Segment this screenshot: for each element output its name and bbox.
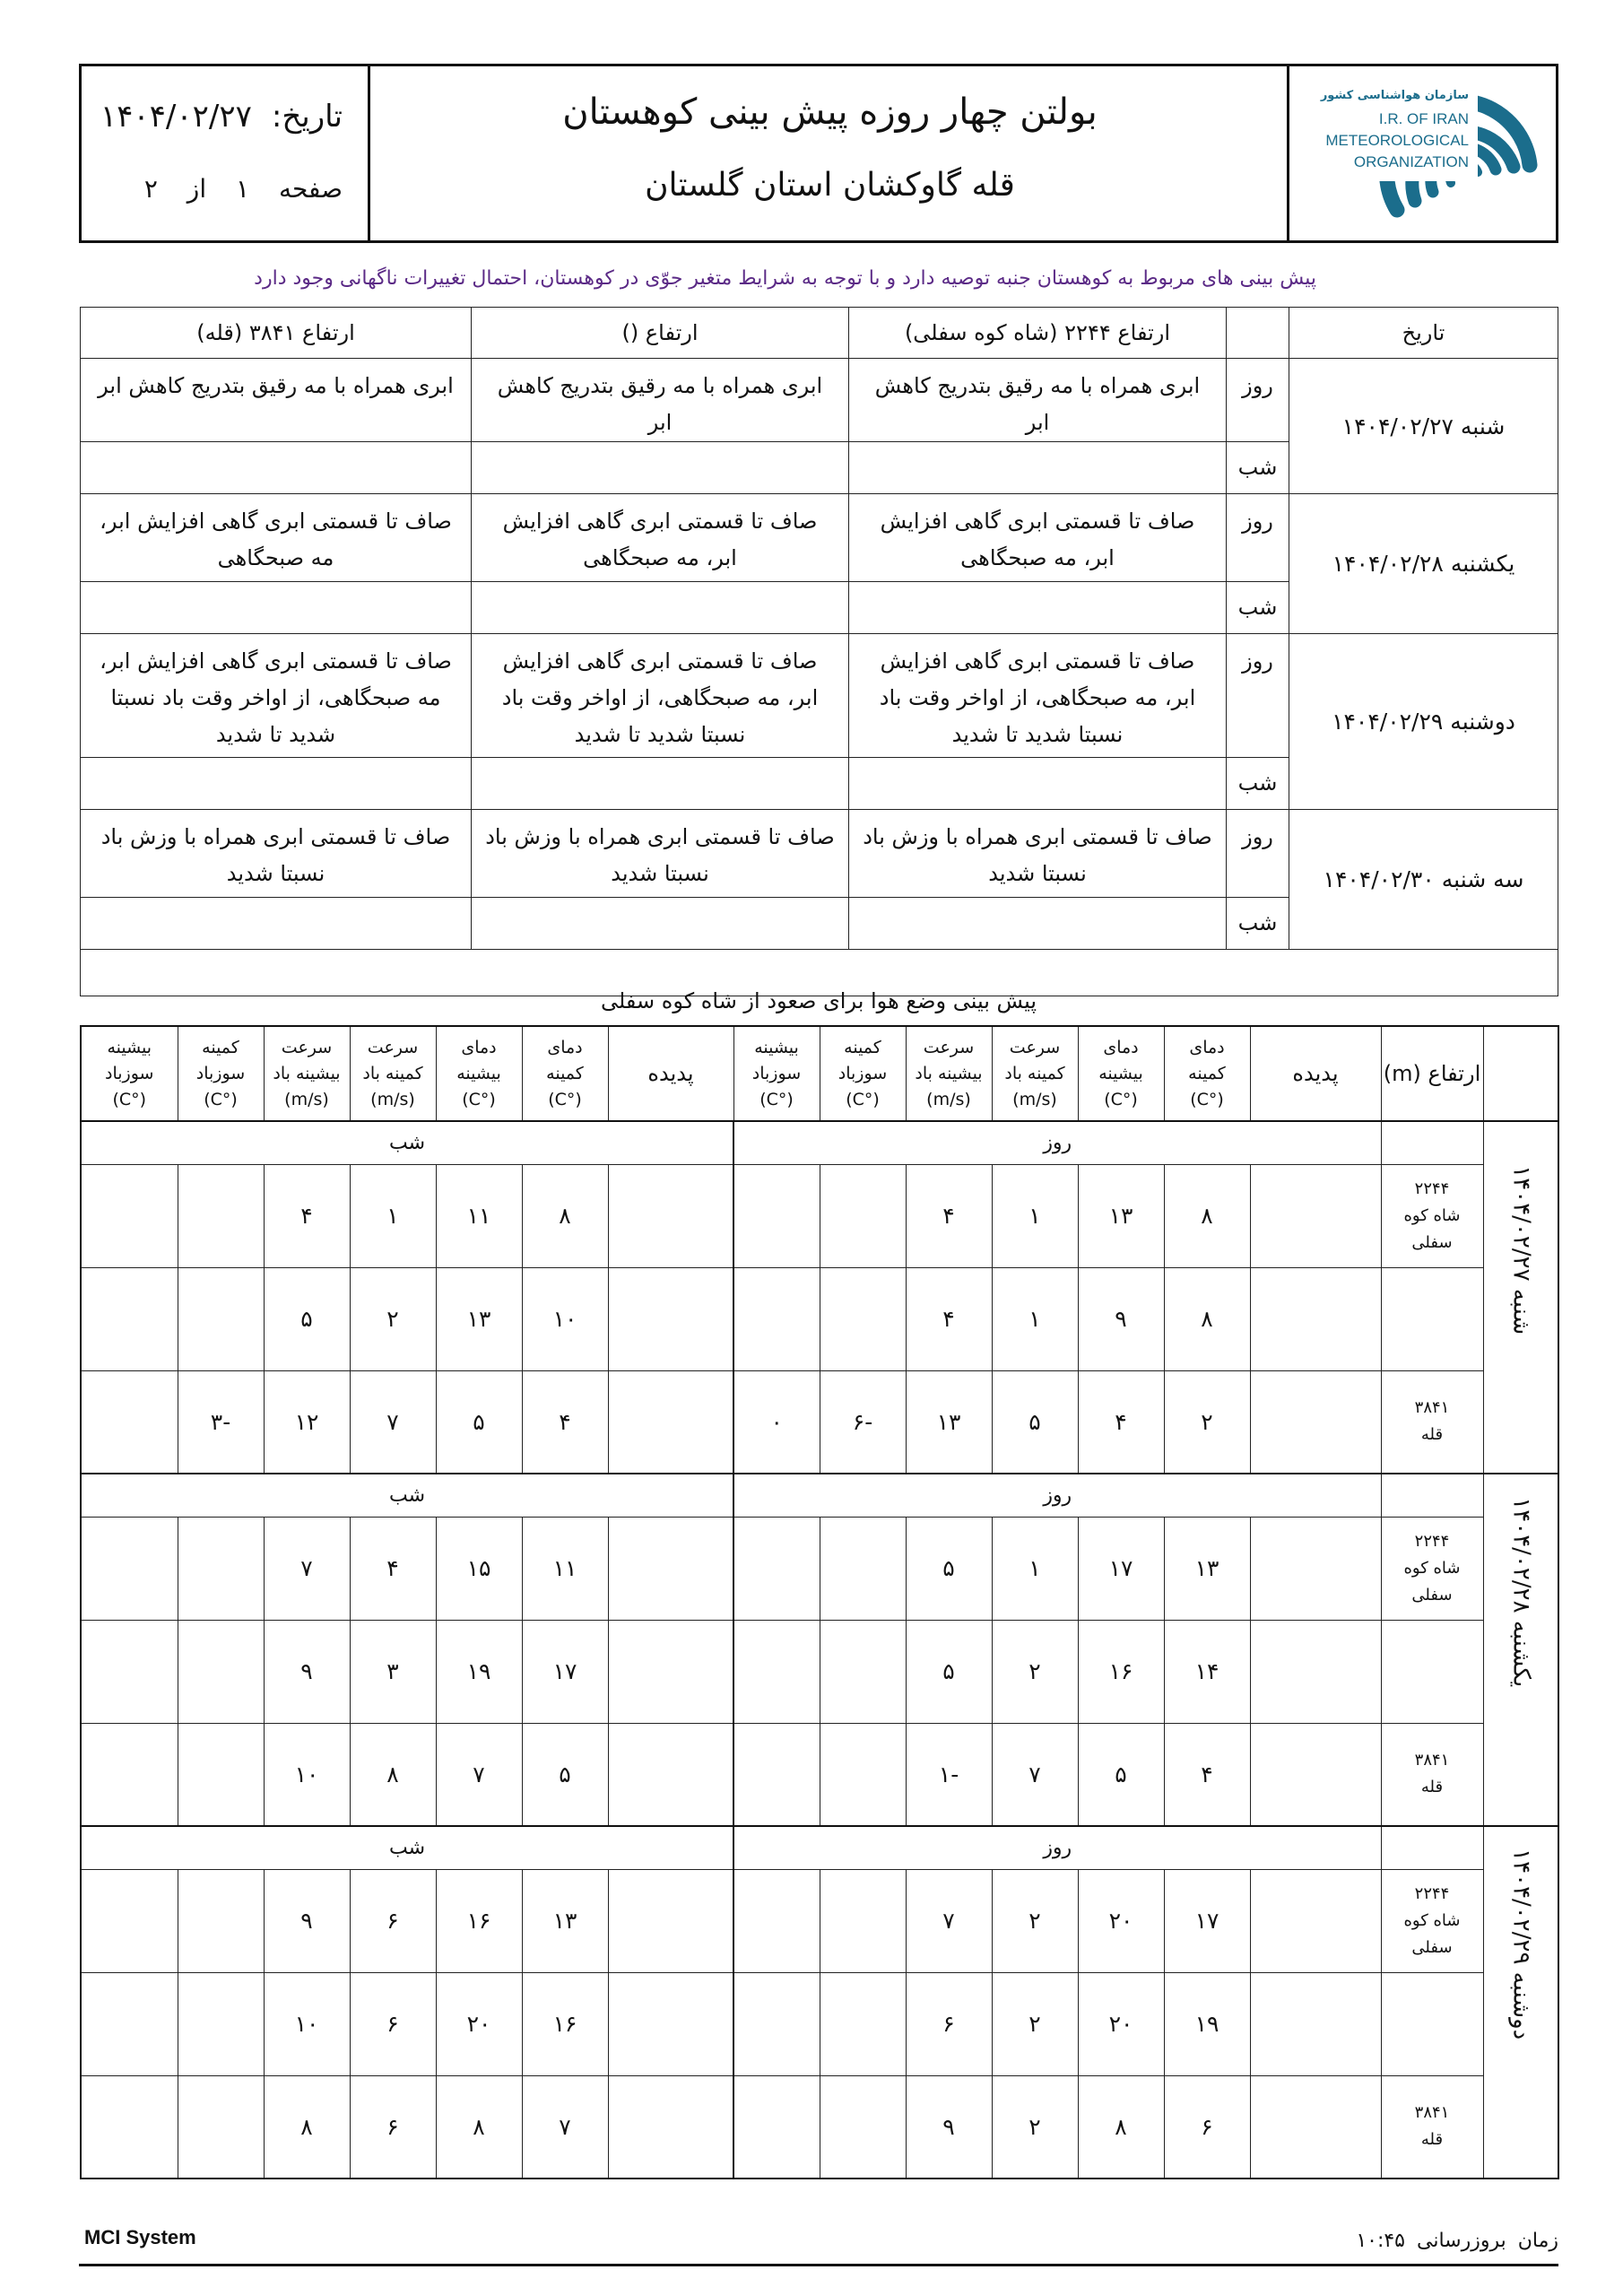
- day-value-cell: ۰: [733, 1370, 820, 1474]
- day-value-cell: [820, 1972, 906, 2075]
- day-value-cell: ۱: [992, 1267, 1078, 1370]
- night-value-cell: ۱۶: [436, 1869, 522, 1972]
- forecast-text: صاف تا قسمتی ابری همراه با وزش باد نسبتا شدید: [849, 810, 1227, 898]
- summary-day-row: [81, 634, 1558, 758]
- day-value-cell: ۲: [1164, 1370, 1250, 1474]
- night-value-cell: ۱۷: [522, 1620, 608, 1723]
- climb-col-chillmin-day: کمینه سوزباد (°C): [820, 1026, 906, 1121]
- forecast-text-empty: [849, 898, 1227, 950]
- summary-day-row: [81, 494, 1558, 582]
- night-value-cell: ۷: [264, 1517, 350, 1620]
- night-value-cell: ۹: [264, 1869, 350, 1972]
- forecast-text: صاف تا قسمتی ابری گاهی افزایش ابر، مه صبحگاهی: [81, 494, 472, 582]
- climb-day-section-label: روز: [733, 1474, 1381, 1517]
- night-value-cell: ۱۱: [436, 1164, 522, 1267]
- climb-alt-blank: [1381, 1474, 1483, 1517]
- night-value-cell: [608, 1723, 733, 1826]
- night-value-cell: [178, 1723, 264, 1826]
- forecast-text-empty: [81, 582, 472, 634]
- day-value-cell: ۴: [906, 1164, 992, 1267]
- day-value-cell: [733, 2075, 820, 2179]
- night-value-cell: [81, 1164, 178, 1267]
- night-value-cell: ۲۰: [436, 1972, 522, 2075]
- forecast-text-empty: [472, 582, 849, 634]
- forecast-text: صاف تا قسمتی ابری گاهی افزایش ابر، مه صبحگاهی: [472, 494, 849, 582]
- forecast-text: ابری همراه با مه رقیق بتدریج کاهش ابر: [81, 359, 472, 442]
- night-value-cell: [81, 1370, 178, 1474]
- forecast-text-empty: [81, 758, 472, 810]
- climb-daynight-row: [81, 1826, 1558, 1869]
- climb-col-phenomenon-night: پدیده: [608, 1026, 733, 1121]
- forecast-text: صاف تا قسمتی ابری همراه با وزش باد نسبتا شدید: [81, 810, 472, 898]
- climb-data-row: [81, 1869, 1558, 1972]
- night-value-cell: [81, 2075, 178, 2179]
- night-value-cell: ۷: [436, 1723, 522, 1826]
- day-value-cell: ۴: [906, 1267, 992, 1370]
- day-value-cell: ۱۷: [1164, 1869, 1250, 1972]
- night-value-cell: ۸: [436, 2075, 522, 2179]
- forecast-text-empty: [849, 758, 1227, 810]
- night-value-cell: [608, 1370, 733, 1474]
- svg-text:ORGANIZATION: ORGANIZATION: [1353, 153, 1469, 170]
- night-value-cell: [178, 1164, 264, 1267]
- climb-data-row: [81, 1164, 1558, 1267]
- forecast-text: صاف تا قسمتی ابری همراه با وزش باد نسبتا شدید: [472, 810, 849, 898]
- night-value-cell: [608, 1972, 733, 2075]
- day-value-cell: [1250, 2075, 1381, 2179]
- night-value-cell: [178, 1972, 264, 2075]
- climb-col-wmax-night: سرعت بیشینه باد (m/s): [264, 1026, 350, 1121]
- day-value-cell: ۱۷: [1078, 1517, 1164, 1620]
- climb-table-title: پیش بینی وضع هوا برای صعود از شاه کوه سفلی: [600, 988, 1037, 1013]
- date-label: تاریخ:: [271, 99, 343, 135]
- day-value-cell: [820, 1620, 906, 1723]
- night-value-cell: ۱۳: [522, 1869, 608, 1972]
- date-value: ۱۴۰۴/۰۲/۲۷: [100, 99, 252, 135]
- climb-data-row: [81, 1370, 1558, 1474]
- climb-altitude-cell: [1381, 1267, 1483, 1370]
- summary-date: یکشنبه ۱۴۰۴/۰۲/۲۸: [1289, 494, 1558, 634]
- night-value-cell: [608, 1517, 733, 1620]
- day-value-cell: ۱۳: [1078, 1164, 1164, 1267]
- svg-text:I.R. OF IRAN: I.R. OF IRAN: [1378, 110, 1469, 127]
- climb-altitude-cell: ۲۲۴۴ شاه کوه سفلی: [1381, 1869, 1483, 1972]
- night-value-cell: ۸: [264, 2075, 350, 2179]
- page-current: ۱: [236, 174, 250, 204]
- day-label: روز: [1227, 634, 1289, 758]
- night-value-cell: [81, 1620, 178, 1723]
- page-indicator: [144, 174, 343, 204]
- day-value-cell: -۱: [906, 1723, 992, 1826]
- night-value-cell: ۵: [522, 1723, 608, 1826]
- day-value-cell: [820, 1723, 906, 1826]
- climb-night-section-label: شب: [81, 1121, 733, 1164]
- day-value-cell: -۶: [820, 1370, 906, 1474]
- night-value-cell: ۸: [522, 1164, 608, 1267]
- climb-day-section-label: روز: [733, 1826, 1381, 1869]
- night-label: شب: [1227, 582, 1289, 634]
- night-value-cell: ۱۱: [522, 1517, 608, 1620]
- summary-date: دوشنبه ۱۴۰۴/۰۲/۲۹: [1289, 634, 1558, 810]
- day-value-cell: [1250, 1869, 1381, 1972]
- day-value-cell: [733, 1164, 820, 1267]
- day-value-cell: [733, 1869, 820, 1972]
- day-value-cell: [1250, 1267, 1381, 1370]
- summary-day-row: [81, 359, 1558, 442]
- climb-altitude-cell: [1381, 1620, 1483, 1723]
- day-value-cell: ۵: [906, 1620, 992, 1723]
- night-value-cell: ۷: [522, 2075, 608, 2179]
- summary-col-alt2: ارتفاع (): [472, 308, 849, 359]
- day-value-cell: ۸: [1078, 2075, 1164, 2179]
- day-value-cell: ۸: [1164, 1267, 1250, 1370]
- svg-text:سازمان هواشناسی کشور: سازمان هواشناسی کشور: [1320, 89, 1469, 102]
- day-value-cell: [820, 1869, 906, 1972]
- night-value-cell: ۱۰: [264, 1972, 350, 2075]
- day-value-cell: ۷: [906, 1869, 992, 1972]
- day-value-cell: ۲: [992, 1869, 1078, 1972]
- night-value-cell: [81, 1267, 178, 1370]
- climb-daynight-row: [81, 1121, 1558, 1164]
- climb-day-section-label: روز: [733, 1121, 1381, 1164]
- day-value-cell: [1250, 1723, 1381, 1826]
- climb-col-wmin-night: سرعت کمینه باد (m/s): [350, 1026, 436, 1121]
- night-value-cell: [608, 1869, 733, 1972]
- day-value-cell: [820, 1517, 906, 1620]
- day-value-cell: ۲: [992, 1620, 1078, 1723]
- climb-data-row: [81, 1267, 1558, 1370]
- night-label: شب: [1227, 758, 1289, 810]
- night-value-cell: ۱۳: [436, 1267, 522, 1370]
- day-label: روز: [1227, 810, 1289, 898]
- climb-col-phenomenon-day: پدیده: [1250, 1026, 1381, 1121]
- footer-rule: [79, 2264, 1558, 2266]
- climb-col-tmin-day: دمای کمینه (°C): [1164, 1026, 1250, 1121]
- page-total: ۲: [143, 174, 158, 204]
- night-value-cell: [608, 2075, 733, 2179]
- day-value-cell: ۱۹: [1164, 1972, 1250, 2075]
- climb-alt-blank: [1381, 1121, 1483, 1164]
- night-value-cell: ۳: [350, 1620, 436, 1723]
- summary-col-alt3: ارتفاع ۳۸۴۱ (قله): [81, 308, 472, 359]
- night-value-cell: ۵: [264, 1267, 350, 1370]
- night-value-cell: ۴: [522, 1370, 608, 1474]
- climb-day-label: شنبه ۱۴۰۴/۰۲/۲۷: [1483, 1121, 1558, 1474]
- day-value-cell: ۶: [906, 1972, 992, 2075]
- summary-day-row: [81, 810, 1558, 898]
- day-value-cell: [733, 1267, 820, 1370]
- day-value-cell: ۱۳: [906, 1370, 992, 1474]
- day-value-cell: ۷: [992, 1723, 1078, 1826]
- climb-altitude-cell: ۲۲۴۴ شاه کوه سفلی: [1381, 1517, 1483, 1620]
- night-value-cell: ۱۰: [522, 1267, 608, 1370]
- forecast-text: صاف تا قسمتی ابری گاهی افزایش ابر، مه صبحگاهی، از اواخر وقت باد نسبتا شدید تا شدید: [81, 634, 472, 758]
- night-value-cell: ۱۹: [436, 1620, 522, 1723]
- climb-day-label: یکشنبه ۱۴۰۴/۰۲/۲۸: [1483, 1474, 1558, 1826]
- summary-header-row: [81, 308, 1558, 359]
- day-value-cell: ۹: [1078, 1267, 1164, 1370]
- forecast-text: ابری همراه با مه رقیق بتدریج کاهش ابر: [472, 359, 849, 442]
- logo-cell: [1287, 66, 1556, 240]
- climb-altitude-cell: ۳۸۴۱ قله: [1381, 1370, 1483, 1474]
- climb-col-chillmax-day: بیشینه سوزباد (°C): [733, 1026, 820, 1121]
- summary-forecast-table: [80, 307, 1558, 996]
- climb-altitude-cell: ۳۸۴۱ قله: [1381, 2075, 1483, 2179]
- day-label: روز: [1227, 494, 1289, 582]
- night-value-cell: ۸: [350, 1723, 436, 1826]
- night-value-cell: ۱۵: [436, 1517, 522, 1620]
- night-value-cell: -۳: [178, 1370, 264, 1474]
- climb-col-tmin-night: دمای کمینه (°C): [522, 1026, 608, 1121]
- day-value-cell: ۶: [1164, 2075, 1250, 2179]
- day-value-cell: [1250, 1517, 1381, 1620]
- day-value-cell: ۱۶: [1078, 1620, 1164, 1723]
- climb-forecast-table: [80, 1025, 1559, 2179]
- day-value-cell: ۵: [992, 1370, 1078, 1474]
- day-value-cell: ۱۳: [1164, 1517, 1250, 1620]
- climb-data-row: [81, 1620, 1558, 1723]
- night-value-cell: ۱۶: [522, 1972, 608, 2075]
- climb-altitude-cell: ۲۲۴۴ شاه کوه سفلی: [1381, 1164, 1483, 1267]
- climb-data-row: [81, 2075, 1558, 2179]
- notice-text: پیش بینی های مربوط به کوهستان جنبه توصیه دارد و با توجه به شرایط متغیر جوّی در کوهستان، احتمال تغییرات ناگهانی وجود دارد: [254, 267, 1316, 290]
- svg-text:METEOROLOGICAL: METEOROLOGICAL: [1325, 132, 1469, 149]
- night-value-cell: ۱: [350, 1164, 436, 1267]
- day-value-cell: ۲: [992, 1972, 1078, 2075]
- night-value-cell: [178, 1267, 264, 1370]
- day-label: روز: [1227, 359, 1289, 442]
- day-value-cell: [820, 1267, 906, 1370]
- day-value-cell: [733, 1723, 820, 1826]
- update-label: زمان بروزرسانی: [1417, 2230, 1558, 2252]
- forecast-text: صاف تا قسمتی ابری گاهی افزایش ابر، مه صبحگاهی، از اواخر وقت باد نسبتا شدید تا شدید: [849, 634, 1227, 758]
- meteorological-organization-logo: [1289, 66, 1556, 240]
- date-cell: [82, 66, 370, 240]
- climb-night-section-label: شب: [81, 1474, 733, 1517]
- climb-alt-blank: [1381, 1826, 1483, 1869]
- night-value-cell: [81, 1723, 178, 1826]
- title-cell: [370, 66, 1289, 240]
- footer-update-time: [1356, 2230, 1558, 2252]
- climb-day-label: دوشنبه ۱۴۰۴/۰۲/۲۹: [1483, 1826, 1558, 2179]
- night-value-cell: ۶: [350, 1869, 436, 1972]
- night-value-cell: [608, 1164, 733, 1267]
- day-value-cell: [733, 1972, 820, 2075]
- night-value-cell: ۹: [264, 1620, 350, 1723]
- forecast-text-empty: [849, 442, 1227, 494]
- footer-system: MCI System: [84, 2226, 196, 2248]
- day-value-cell: ۲: [992, 2075, 1078, 2179]
- day-value-cell: [1250, 1370, 1381, 1474]
- day-value-cell: ۵: [1078, 1723, 1164, 1826]
- day-value-cell: [733, 1620, 820, 1723]
- night-value-cell: [178, 1517, 264, 1620]
- day-value-cell: [1250, 1972, 1381, 2075]
- climb-night-section-label: شب: [81, 1826, 733, 1869]
- day-value-cell: ۱: [992, 1164, 1078, 1267]
- climb-data-row: [81, 1972, 1558, 2075]
- climb-data-row: [81, 1517, 1558, 1620]
- night-value-cell: ۵: [436, 1370, 522, 1474]
- night-value-cell: ۱۰: [264, 1723, 350, 1826]
- forecast-text-empty: [472, 758, 849, 810]
- night-value-cell: ۶: [350, 2075, 436, 2179]
- night-value-cell: ۶: [350, 1972, 436, 2075]
- climb-col-day: [1483, 1026, 1558, 1121]
- page-title: بولتن چهار روزه پیش بینی کوهستان: [562, 91, 1098, 133]
- night-value-cell: [608, 1620, 733, 1723]
- night-value-cell: [81, 1517, 178, 1620]
- night-value-cell: ۴: [264, 1164, 350, 1267]
- forecast-text-empty: [81, 442, 472, 494]
- forecast-text-empty: [472, 898, 849, 950]
- update-time: ۱۰:۴۵: [1356, 2230, 1405, 2252]
- issue-date: [100, 99, 343, 135]
- forecast-text-empty: [472, 442, 849, 494]
- page-label: صفحه: [278, 174, 343, 204]
- summary-col-alt1: ارتفاع ۲۲۴۴ (شاه کوه سفلی): [849, 308, 1227, 359]
- summary-col-date: تاریخ: [1289, 308, 1558, 359]
- day-value-cell: [820, 2075, 906, 2179]
- page-of: از: [187, 174, 207, 204]
- day-value-cell: [820, 1164, 906, 1267]
- climb-daynight-row: [81, 1474, 1558, 1517]
- summary-date: شنبه ۱۴۰۴/۰۲/۲۷: [1289, 359, 1558, 494]
- forecast-text-empty: [81, 898, 472, 950]
- forecast-text: صاف تا قسمتی ابری گاهی افزایش ابر، مه صبحگاهی: [849, 494, 1227, 582]
- day-value-cell: ۲۰: [1078, 1972, 1164, 2075]
- climb-col-chillmin-night: کمینه سوزباد (°C): [178, 1026, 264, 1121]
- climb-col-wmin-day: سرعت کمینه باد (m/s): [992, 1026, 1078, 1121]
- page-subtitle: قله گاوکشان استان گلستان: [645, 167, 1015, 204]
- climb-col-chillmax-night: بیشینه سوزباد (°C): [81, 1026, 178, 1121]
- climb-altitude-cell: [1381, 1972, 1483, 2075]
- climb-header-row: [81, 1026, 1558, 1121]
- day-value-cell: [733, 1517, 820, 1620]
- night-value-cell: ۲: [350, 1267, 436, 1370]
- climb-altitude-cell: ۳۸۴۱ قله: [1381, 1723, 1483, 1826]
- day-value-cell: ۵: [906, 1517, 992, 1620]
- climb-col-tmax-day: دمای بیشینه (°C): [1078, 1026, 1164, 1121]
- forecast-text: ابری همراه با مه رقیق بتدریج کاهش ابر: [849, 359, 1227, 442]
- night-value-cell: ۱۲: [264, 1370, 350, 1474]
- day-value-cell: ۹: [906, 2075, 992, 2179]
- night-value-cell: [81, 1869, 178, 1972]
- night-value-cell: ۷: [350, 1370, 436, 1474]
- night-label: شب: [1227, 898, 1289, 950]
- day-value-cell: ۱۴: [1164, 1620, 1250, 1723]
- day-value-cell: ۴: [1164, 1723, 1250, 1826]
- forecast-text-empty: [849, 582, 1227, 634]
- climb-col-tmax-night: دمای بیشینه (°C): [436, 1026, 522, 1121]
- day-value-cell: ۴: [1078, 1370, 1164, 1474]
- forecast-text: صاف تا قسمتی ابری گاهی افزایش ابر، مه صبحگاهی، از اواخر وقت باد نسبتا شدید تا شدید: [472, 634, 849, 758]
- day-value-cell: ۲۰: [1078, 1869, 1164, 1972]
- bulletin-header: [79, 64, 1558, 243]
- night-value-cell: ۴: [350, 1517, 436, 1620]
- night-value-cell: [178, 1620, 264, 1723]
- summary-date: سه شنبه ۱۴۰۴/۰۲/۳۰: [1289, 810, 1558, 950]
- day-value-cell: ۱: [992, 1517, 1078, 1620]
- climb-data-row: [81, 1723, 1558, 1826]
- summary-col-daynight: [1227, 308, 1289, 359]
- climb-col-wmax-day: سرعت بیشینه باد (m/s): [906, 1026, 992, 1121]
- night-value-cell: [178, 2075, 264, 2179]
- climb-col-altitude: ارتفاع (m): [1381, 1026, 1483, 1121]
- night-value-cell: [608, 1267, 733, 1370]
- night-value-cell: [178, 1869, 264, 1972]
- night-label: شب: [1227, 442, 1289, 494]
- night-value-cell: [81, 1972, 178, 2075]
- day-value-cell: [1250, 1164, 1381, 1267]
- day-value-cell: [1250, 1620, 1381, 1723]
- day-value-cell: ۸: [1164, 1164, 1250, 1267]
